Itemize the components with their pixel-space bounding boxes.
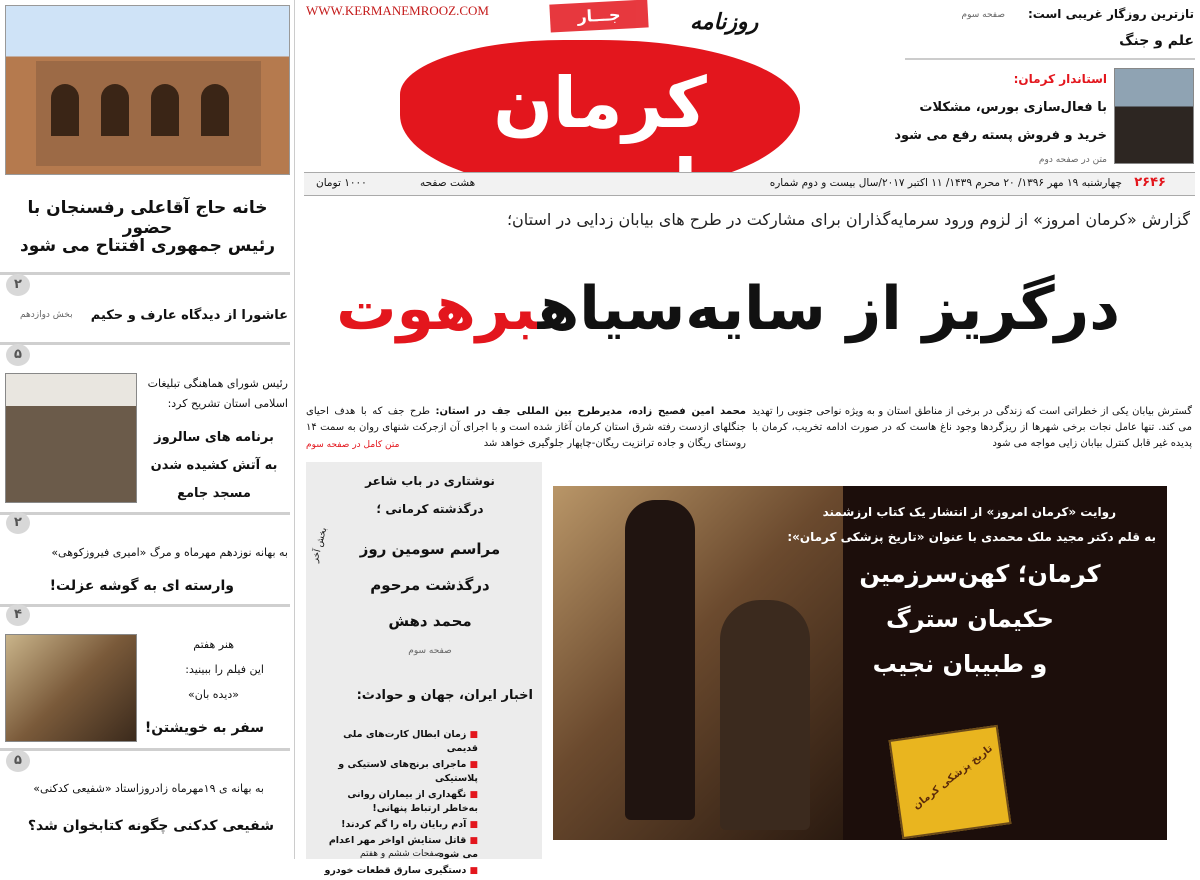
page-badge: ۵ [6, 344, 30, 366]
news-item[interactable]: ■ زمان ابطال کارت‌های ملی قدیمی [318, 728, 478, 756]
headline-black: درگریز از سایه‌سیاه [537, 274, 1120, 344]
headline-red: برهوت [336, 274, 538, 344]
page-badge: ۲ [6, 274, 30, 296]
mid-title-2[interactable]: درگذشت مرحوم [370, 576, 490, 594]
patient-figure [720, 600, 810, 830]
feature-kicker-2: به قلم دکتر مجید ملک محمدی با عنوان «تاریخ پزشکی کرمان»: [787, 530, 1156, 544]
mid-line-1: نوشتاری در باب شاعر [365, 474, 495, 488]
gov-line-2[interactable]: خرید و فروش پسته رفع می شود [894, 128, 1107, 143]
mid-title-3[interactable]: محمد دهش [388, 612, 472, 630]
item4-kicker-3: «دیده بان» [188, 688, 239, 701]
feature-title-3[interactable]: و طبیبان نجیب [872, 650, 1048, 678]
news-item[interactable]: ■ نگهداری از بیماران روانی به‌خاطر ارتباط پنهانی! [318, 788, 478, 816]
feature-title-1[interactable]: کرمان؛ کهن‌سرزمین [859, 560, 1101, 588]
news-item[interactable]: ■ قاتل ستایش اواخر مهر اعدام می شود [318, 834, 478, 862]
gov-more: متن در صفحه دوم [1038, 155, 1107, 165]
dateline-date: چهارشنبه ۱۹ مهر ۱۳۹۶/ ۲۰ محرم ۱۴۳۹/ ۱۱ اکتبر ۲۰۱۷/سال بیست و دوم شماره [769, 177, 1122, 189]
book-title: تاریخ پزشکی کرمان [911, 743, 995, 812]
news-head: اخبار ایران، جهان و حوادث: [356, 688, 533, 703]
item4-title[interactable]: سفر به خویشتن! [144, 720, 264, 736]
page-badge: ۴ [6, 604, 30, 626]
item4-kicker-2: این فیلم را ببینید: [185, 663, 264, 676]
main-subhead[interactable]: گزارش «کرمان امروز» از لزوم ورود سرمایه‌گذاران برای مشارکت در طرح های بیابان زدایی در استان؛ [506, 210, 1190, 229]
governor-photo [1114, 68, 1194, 164]
news-item[interactable]: ■ آدم ربایان راه را گم کردند! [318, 818, 478, 832]
item2-title-3[interactable]: مسجد جامع [177, 486, 251, 501]
item5-title[interactable]: شفیعی کدکنی چگونه کتابخوان شد؟ [27, 818, 274, 834]
feature-kicker: روایت «کرمان امروز» از انتشار یک کتاب ارزشمند [822, 505, 1116, 519]
left-top-headline-2[interactable]: رئیس جمهوری افتتاح می شود [19, 236, 275, 256]
tr-kicker-page: صفحه سوم [961, 10, 1005, 20]
item2-kicker: رئیس شورای هماهنگی تبلیغات اسلامی استان تشریح کرد: [147, 377, 288, 410]
item1-page: بخش دوازدهم [20, 310, 73, 320]
left-column [0, 0, 295, 859]
gov-kicker: استاندار کرمان: [1013, 72, 1107, 86]
left-top-headline-1[interactable]: خانه حاج آقاعلی رفسنجان با حضور [27, 198, 268, 238]
mid-line-2: درگذشته کرمانی ؛ [376, 502, 484, 516]
item5-kicker: به بهانه ی ۱۹مهرماه زادروزاستاد «شفیعی کدکنی» [33, 782, 264, 795]
mid-bottom-cut: صفحات ششم و هفتم [360, 849, 442, 859]
item3-title[interactable]: وارسته ای به گوشه عزلت! [49, 578, 234, 594]
tr-kicker: تازترین روزگار غریبی است: [1027, 7, 1194, 21]
dateline-price: ۱۰۰۰ تومان [316, 177, 367, 189]
mid-page: صفحه سوم [408, 646, 452, 656]
item3-kicker: به بهانه نوزدهم مهرماه و مرگ «امیری فیروزکوهی» [51, 546, 288, 559]
main-headline[interactable] [336, 274, 1120, 344]
news-item[interactable]: ■ دستگیری سارق قطعات خودرو [318, 864, 478, 878]
item2-title-1[interactable]: برنامه های سالروز [154, 430, 274, 445]
masthead-label: روزنامه [690, 10, 759, 35]
item4-kicker-1: هنر هفتم [193, 638, 234, 651]
news-item[interactable]: ■ ماجرای برنج‌های لاستیکی و پلاستیکی [318, 758, 478, 786]
film-photo [5, 634, 137, 742]
website-url[interactable]: WWW.KERMANEMROOZ.COM [306, 3, 489, 18]
body-mid-text: طرح جف که با هدف احیای جنگلهای ازدست رفته شرق استان کرمان آغاز شده است و با اجرای آن ازجرکت شنهای روان به سمت ۱۴ روستای ریگان و جاده ترانزیت ریگان-چاپهار جلوگیری خواهد شد [306, 406, 746, 449]
stamp: جـــار [549, 0, 648, 33]
building-photo [5, 5, 290, 175]
body-right: گسترش بیابان یکی از خطراتی است که زندگی در برخی از مناطق استان و به ویژه نواحی جنوبی را تهدید می کند. تنها عامل نجات برخی شهرها از ریزگردها وجود ناغ هاست که در صورت ادامه تخریب، کرمان با پدیده غیر قابل کنترل بیابان زایی مواجه می شود [752, 406, 1192, 449]
logo-text: کرمان [493, 62, 707, 144]
page-badge: ۲ [6, 512, 30, 534]
dateline-issue: ۲۶۴۶ [1134, 175, 1166, 190]
tr-headline[interactable]: علم و جنگ [1119, 33, 1194, 49]
speaker-photo [5, 373, 137, 503]
tr-divider [905, 58, 1195, 60]
body-more[interactable]: متن کامل در صفحه سوم [306, 440, 400, 450]
doctor-figure [625, 500, 695, 820]
page-badge: ۵ [6, 750, 30, 772]
feature-title-2[interactable]: حکیمان سترگ [886, 605, 1054, 633]
body-mid-lead: محمد امین فصیح زاده، مدیرطرح بین المللی جف در استان: [435, 406, 746, 417]
mid-title-1[interactable]: مراسم سومین روز [359, 540, 501, 558]
dateline-pages: هشت صفحه [420, 177, 476, 189]
gov-line-1[interactable]: با فعال‌سازی بورس، مشکلات [919, 100, 1107, 115]
item1-title[interactable]: عاشورا از دیدگاه عارف و حکیم [90, 308, 288, 323]
mid-side-note: بخش آخر [310, 526, 330, 564]
item2-title-2[interactable]: به آتش کشیده شدن [150, 458, 278, 473]
